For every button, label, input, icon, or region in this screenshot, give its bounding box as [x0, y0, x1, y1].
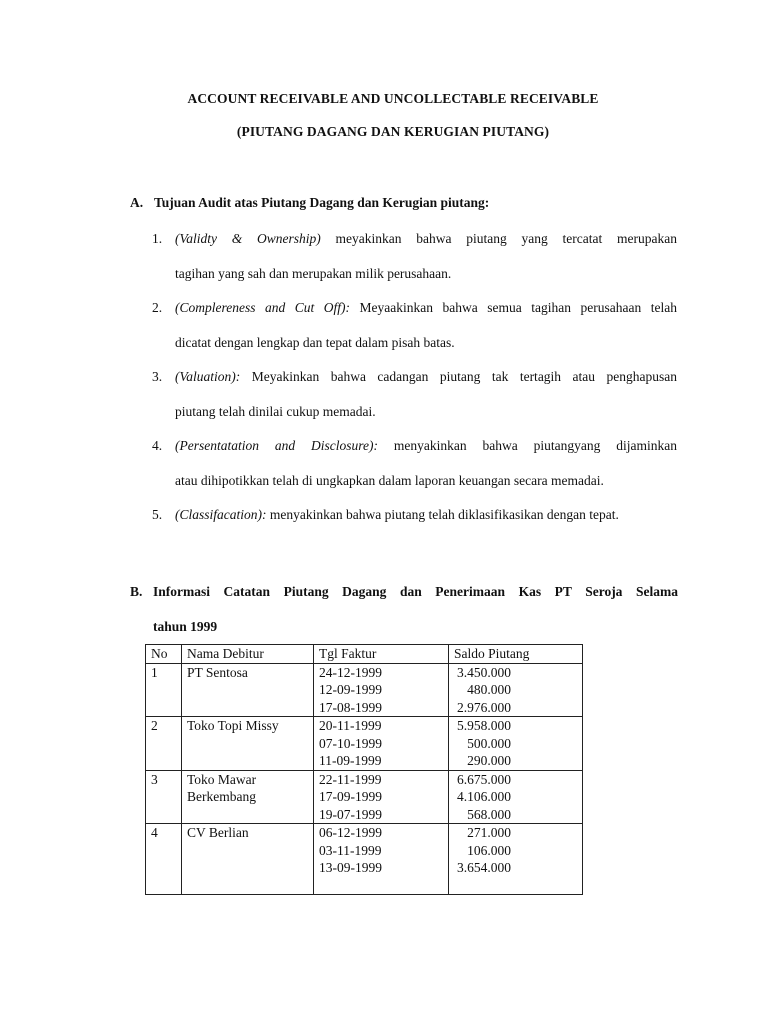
- invoice-date: 07-10-1999: [319, 735, 382, 751]
- document-subtitle: (PIUTANG DAGANG DAN KERUGIAN PIUTANG): [236, 124, 550, 139]
- invoice-date: 17-09-1999: [319, 789, 382, 804]
- item-line-2: dicatat dengan lengkap dan tepat dalam pisah batas.: [175, 334, 455, 350]
- audit-objective-item: [152, 498, 677, 533]
- invoice-date: 12-09-1999: [319, 682, 382, 697]
- balance-amount: 568.000: [467, 806, 511, 822]
- cell-no: 3: [146, 770, 182, 824]
- item-term: (Classifacation):: [175, 507, 267, 522]
- item-term: (Complereness and Cut Off):: [175, 300, 351, 315]
- balance-amount: 3.654.000: [457, 860, 511, 875]
- audit-objective-item: [152, 360, 677, 429]
- invoice-date: 19-07-1999: [319, 806, 382, 822]
- table-row: [146, 663, 583, 717]
- audit-objective-item: [152, 222, 677, 291]
- balance-amount: 290.000: [467, 753, 511, 768]
- cell-nama: [182, 717, 314, 771]
- table-header-row: [146, 645, 583, 664]
- debtor-name: Toko Mawar: [187, 771, 257, 787]
- cell-tgl: [314, 770, 449, 824]
- balance-amount: 106.000: [467, 842, 511, 858]
- cell-no: 4: [146, 824, 182, 895]
- header-no: No: [146, 645, 182, 664]
- header-saldo-piutang: Saldo Piutang: [449, 645, 583, 664]
- table-row: [146, 770, 583, 824]
- item-text: Meyakinkan bahwa cadangan piutang tak tertagih atau penghapusan: [240, 369, 677, 384]
- cell-saldo: [449, 663, 583, 717]
- item-term: (Validty & Ownership): [175, 231, 321, 246]
- item-line-1: [152, 360, 677, 395]
- cell-nama: [182, 770, 314, 824]
- cell-no: 1: [146, 663, 182, 717]
- invoice-date: 03-11-1999: [319, 842, 382, 858]
- cell-saldo: [449, 824, 583, 895]
- item-line-2: tagihan yang sah dan merupakan milik perusahaan.: [175, 265, 452, 281]
- section-b-label: B.: [130, 584, 143, 599]
- item-number: 4.: [152, 438, 163, 453]
- cell-tgl: [314, 717, 449, 771]
- debtor-name: Toko Topi Missy: [187, 718, 279, 733]
- cell-saldo: [449, 770, 583, 824]
- audit-objective-item: [152, 291, 677, 360]
- balance-amount: 2.976.000: [457, 699, 511, 715]
- invoice-date: 22-11-1999: [319, 771, 382, 787]
- balance-amount: 6.675.000: [457, 771, 511, 787]
- balance-amount: 4.106.000: [457, 789, 511, 804]
- cell-saldo: [449, 717, 583, 771]
- document-title: ACCOUNT RECEIVABLE AND UNCOLLECTABLE RECEIVABLE: [187, 91, 599, 106]
- receivables-table: [145, 644, 583, 895]
- item-number: 2.: [152, 300, 163, 315]
- section-b-title-line-1: Informasi Catatan Piutang Dagang dan Penerimaan Kas PT Seroja Selama: [153, 584, 678, 599]
- invoice-date: 24-12-1999: [319, 664, 382, 680]
- debtor-name: CV Berlian: [187, 825, 249, 840]
- section-a-label: A.: [130, 195, 144, 210]
- item-text: menyakinkan bahwa piutangyang dijaminkan: [378, 438, 677, 453]
- section-a-title: Tujuan Audit atas Piutang Dagang dan Kerugian piutang:: [154, 195, 490, 210]
- cell-tgl: [314, 663, 449, 717]
- invoice-date: 17-08-1999: [319, 699, 382, 715]
- cell-no: 2: [146, 717, 182, 771]
- balance-amount: 480.000: [467, 682, 511, 697]
- item-line-1: [152, 222, 677, 257]
- table-row: [146, 717, 583, 771]
- invoice-date: 13-09-1999: [319, 860, 382, 875]
- balance-amount: 500.000: [467, 735, 511, 751]
- section-b-title-line-2: tahun 1999: [153, 618, 218, 634]
- header-nama-debitur: Nama Debitur: [182, 645, 314, 664]
- item-number: 3.: [152, 369, 163, 384]
- invoice-date: 06-12-1999: [319, 825, 382, 840]
- item-line-1: [152, 498, 677, 533]
- item-text: menyakinkan bahwa piutang telah diklasifikasikan dengan tepat.: [266, 507, 619, 522]
- cell-nama: [182, 824, 314, 895]
- debtor-name: Berkembang: [187, 789, 256, 804]
- item-line-2: atau dihipotikkan telah di ungkapkan dalam laporan keuangan secara memadai.: [175, 472, 604, 488]
- header-tgl-faktur: Tgl Faktur: [314, 645, 449, 664]
- item-term: (Valuation):: [175, 369, 241, 384]
- item-line-1: [152, 291, 677, 326]
- table-row: [146, 824, 583, 895]
- item-line-2: piutang telah dinilai cukup memadai.: [175, 403, 376, 419]
- balance-amount: 271.000: [467, 825, 511, 840]
- cell-tgl: [314, 824, 449, 895]
- cell-nama: [182, 663, 314, 717]
- item-text: meyakinkan bahwa piutang yang tercatat merupakan: [320, 231, 677, 246]
- invoice-date: 11-09-1999: [319, 753, 382, 768]
- audit-objective-item: [152, 429, 677, 498]
- item-term: (Persentatation and Disclosure):: [175, 438, 378, 453]
- item-text: Meyaakinkan bahwa semua tagihan perusahaan telah: [350, 300, 677, 315]
- balance-amount: 5.958.000: [457, 718, 511, 733]
- invoice-date: 20-11-1999: [319, 718, 382, 733]
- section-b-heading: [130, 575, 678, 644]
- debtor-name: PT Sentosa: [187, 664, 248, 680]
- section-a-heading: [130, 195, 489, 211]
- item-line-1: [152, 429, 677, 464]
- balance-amount: 3.450.000: [457, 664, 511, 680]
- item-number: 1.: [152, 231, 163, 246]
- item-number: 5.: [152, 507, 163, 522]
